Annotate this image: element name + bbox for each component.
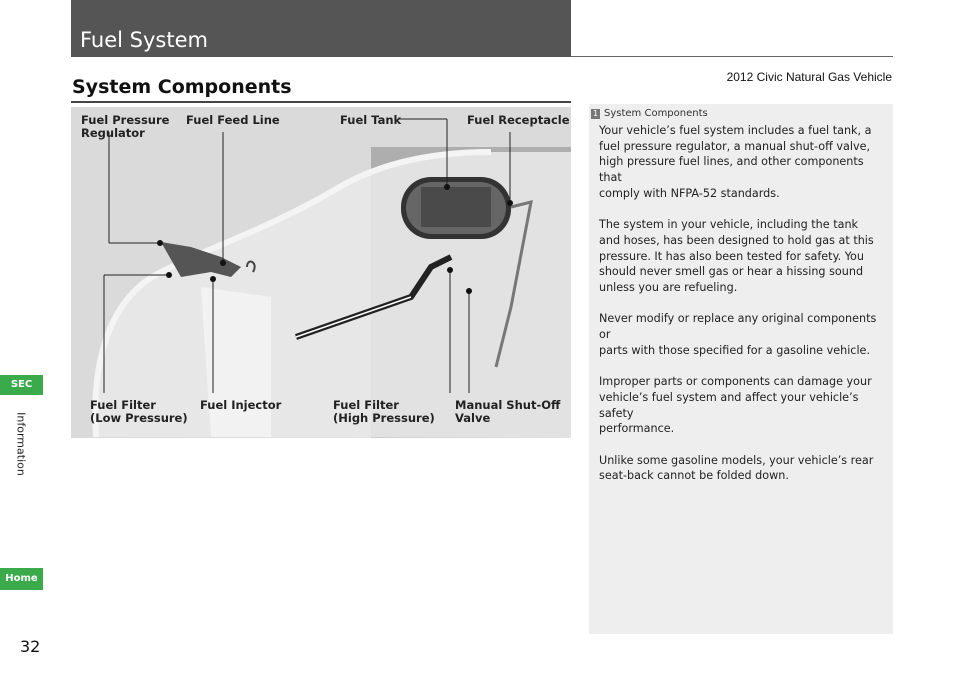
label-fuel-pressure-regulator: Fuel Pressure Regulator [81,113,170,140]
header-divider [571,56,893,57]
chapter-side-label: Information [14,412,28,476]
home-button[interactable]: Home [0,568,43,590]
page-title: Fuel System [80,28,208,52]
section-title: System Components [72,76,292,98]
sidebar-paragraph: The system in your vehicle, including the tank and hoses, has been designed to hold gas at this pressure. It has also been tested for safety. You should never smell gas or hear a hissing sound unless you are refueling. [599,218,874,295]
fuel-system-diagram [71,107,571,438]
sidebar-body [599,123,889,500]
diagram-illustration [71,107,571,438]
sidebar-paragraph: Improper parts or components can damage your vehicle’s fuel system and affect your vehicle’s safety performance. [599,375,872,436]
sidebar-heading[interactable] [591,108,708,119]
sec-tab[interactable]: SEC [0,375,43,395]
reference-number-badge: 1 [592,108,599,118]
label-fuel-filter-high-pressure: Fuel Filter (High Pressure) [333,398,435,425]
label-fuel-injector: Fuel Injector [200,398,282,412]
sidebar-heading-text: System Components [604,108,708,119]
section-divider [71,101,571,103]
page-number: 32 [20,637,41,656]
sidebar-paragraph: Unlike some gasoline models, your vehicle’s rear seat-back cannot be folded down. [599,453,874,483]
label-fuel-receptacle: Fuel Receptacle [467,113,570,127]
sidebar-paragraph: Your vehicle’s fuel system includes a fuel tank, a fuel pressure regulator, a manual shut-off valve, high pressure fuel lines, and other components that comply with NFPA-52 standards. [599,124,872,200]
sidebar-paragraph: Never modify or replace any original components or parts with those specified for a gasoline vehicle. [599,312,877,357]
vehicle-model-note: 2012 Civic Natural Gas Vehicle [726,70,892,84]
label-manual-shut-off-valve: Manual Shut-Off Valve [455,398,561,425]
label-fuel-filter-low-pressure: Fuel Filter (Low Pressure) [90,398,188,425]
label-fuel-tank: Fuel Tank [340,113,402,127]
label-fuel-feed-line: Fuel Feed Line [186,113,280,127]
